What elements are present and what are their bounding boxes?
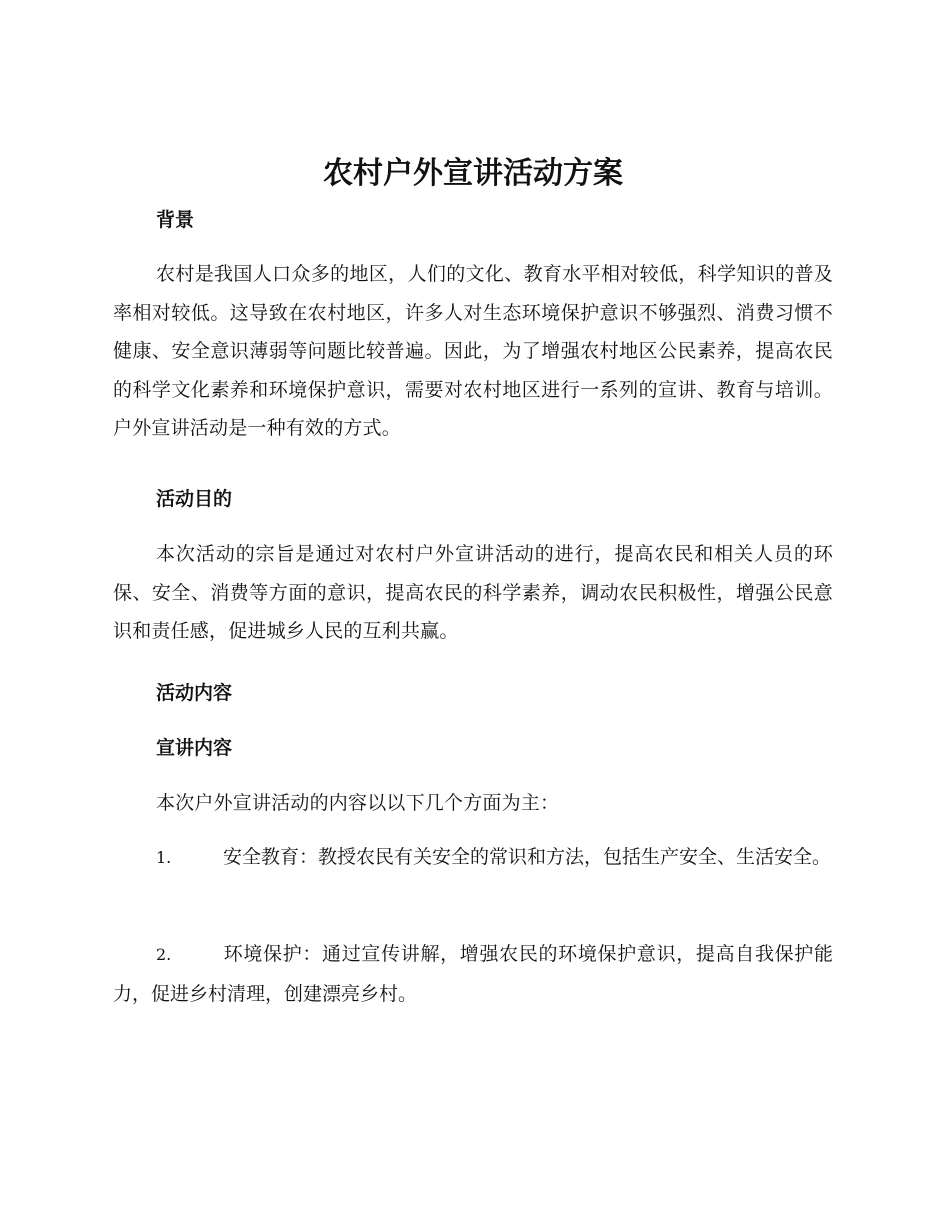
section-heading-purpose: 活动目的 [156, 488, 233, 510]
list-item-number: 2. [156, 945, 172, 964]
section-heading-content: 活动内容 [156, 682, 233, 704]
background-paragraph: 农村是我国人口众多的地区，人们的文化、教育水平相对较低，科学知识的普及率相对较低。这导致在农村地区，许多人对生态环境保护意识不够强烈、消费习惯不健康、安全意识薄弱等问题比较普遍。因此，为了增强农村地区公民素养，提高农民的科学文化素养和环境保护意识，需要对农村地区进行一系列的宣讲、教育与培训。户外宣讲活动是一种有效的方式。 [113, 263, 833, 439]
document-title: 农村户外宣讲活动方案 [323, 156, 623, 191]
list-item-text: 安全教育：教授农民有关安全的常识和方法，包括生产安全、生活安全。 [223, 846, 832, 868]
section-heading-lecture: 宣讲内容 [156, 737, 233, 759]
lecture-intro-paragraph: 本次户外宣讲活动的内容以以下几个方面为主： [156, 792, 560, 814]
list-item [113, 838, 833, 878]
purpose-paragraph: 本次活动的宗旨是通过对农村户外宣讲活动的进行，提高农民和相关人员的环保、安全、消费等方面的意识，提高农民的科学素养，调动农民积极性，增强公民意识和责任感，促进城乡人民的互利共赢。 [113, 543, 833, 642]
section-heading-background: 背景 [156, 209, 195, 231]
list-item-text: 环境保护：通过宣传讲解，增强农民的环境保护意识，提高自我保护能力，促进乡村清理，创建漂亮乡村。 [113, 943, 833, 1005]
list-item-number: 1. [156, 848, 172, 867]
list-item [113, 935, 833, 1013]
